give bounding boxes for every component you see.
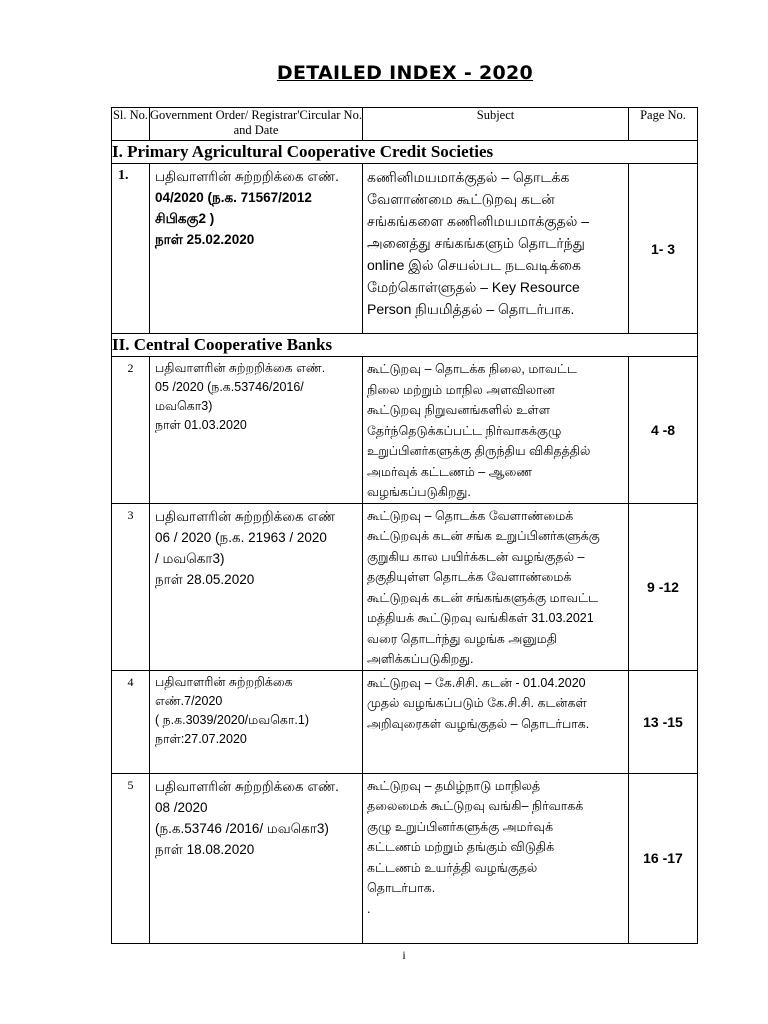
subject-line: கட்டணம் உயர்த்தி வழங்குதல்	[367, 860, 538, 875]
subject-line: online இல் செயல்பட நடவடிக்கை	[367, 257, 581, 273]
table-row	[112, 164, 698, 334]
order-line: பதிவாளரின் சுற்றறிக்கை எண்	[155, 508, 336, 524]
subject-line: கூட்டுறவுக் கடன் சங்கங்களுக்கு மாவட்ட	[367, 590, 599, 605]
order-line: 05 /2020 (ந.க.53746/2016/	[155, 380, 304, 394]
subject-line: வழங்கப்படுகிறது.	[367, 485, 471, 499]
order-cell	[150, 773, 363, 943]
section-heading: II. Central Cooperative Banks	[112, 334, 698, 357]
section-heading: I. Primary Agricultural Cooperative Credit Societies	[112, 141, 698, 164]
order-line: பதிவாளரின் சுற்றறிக்கை எண்.	[155, 361, 326, 375]
page-number: 9 -12	[629, 503, 698, 670]
order-line: நாள் 25.02.2020	[155, 232, 255, 247]
order-cell	[150, 503, 363, 670]
order-line: 04/2020 (ந.க. 71567/2012	[155, 190, 312, 205]
section-heading-row	[112, 141, 698, 164]
subject-line: அறிவுரைகள் வழங்குதல் – தொடர்பாக.	[367, 716, 590, 731]
table-row	[112, 357, 698, 504]
subject-line: நிலை மற்றும் மாநில அளவிலான	[367, 382, 555, 397]
subject-line: முதல் வழங்கப்படும் கே.சி.சி. கடன்கள்	[367, 696, 587, 710]
subject-line: Person நியமித்தல் – தொடர்பாக.	[367, 301, 575, 317]
order-cell	[150, 164, 363, 334]
header-page-no: Page No.	[629, 108, 698, 141]
subject-line: மேற்கொள்ளுதல் – Key Resource	[367, 279, 580, 295]
subject-line: கூட்டுறவு – கே.சிசி. கடன் - 01.04.2020	[367, 675, 586, 690]
page-number: 13 -15	[629, 670, 698, 773]
page-number: 4 -8	[629, 357, 698, 504]
section-heading-row	[112, 334, 698, 357]
serial-number: 5	[112, 773, 150, 943]
order-line: பதிவாளரின் சுற்றறிக்கை எண்.	[155, 778, 339, 794]
subject-cell	[363, 503, 629, 670]
subject-line: தகுதியுள்ள தொடக்க வேளாண்மைக்	[367, 570, 572, 584]
order-line: நாள் 01.03.2020	[155, 418, 247, 432]
order-line: நாள்:27.07.2020	[155, 731, 247, 746]
subject-line: கூட்டுறவுக் கடன் சங்க உறுப்பினர்களுக்கு	[367, 529, 600, 543]
serial-number: 4	[112, 670, 150, 773]
subject-line: குழு உறுப்பினர்களுக்கு அமர்வுக்	[367, 819, 554, 834]
subject-line: கணினிமயமாக்குதல் – தொடக்க	[367, 169, 570, 185]
table-row	[112, 773, 698, 943]
subject-line: அளிக்கப்படுகிறது.	[367, 652, 474, 666]
header-sl-no: Sl. No.	[112, 108, 150, 141]
page-footer-number: i	[402, 948, 406, 962]
table-row	[112, 503, 698, 670]
index-table	[111, 107, 698, 944]
order-cell	[150, 670, 363, 773]
page-number: 16 -17	[629, 773, 698, 943]
subject-line: கூட்டுறவு – தமிழ்நாடு மாநிலத்	[367, 778, 541, 793]
order-line: நாள் 28.05.2020	[155, 571, 255, 587]
order-line: 08 /2020	[155, 799, 208, 815]
order-line: மவகொ3)	[155, 399, 213, 413]
order-line: ( ந.க.3039/2020/மவகொ.1)	[155, 712, 310, 727]
order-line: எண்.7/2020	[155, 693, 223, 708]
subject-line: கட்டணம் மற்றும் தங்கும் விடுதிக்	[367, 840, 555, 854]
order-cell	[150, 357, 363, 504]
subject-line: கூட்டுறவு நிறுவனங்களில் உள்ள	[367, 403, 550, 417]
table-row	[112, 670, 698, 773]
subject-cell	[363, 357, 629, 504]
subject-line: தேர்ந்தெடுக்கப்பட்ட நிர்வாகக்குழு	[367, 423, 562, 438]
subject-line: தொடர்பாக.	[367, 881, 436, 895]
subject-line: அமர்வுக் கட்டணம் – ஆணை	[367, 464, 533, 479]
subject-line: தலைமைக் கூட்டுறவு வங்கி– நிர்வாகக்	[367, 799, 584, 813]
subject-line: வேளாண்மை கூட்டுறவு கடன்	[367, 191, 555, 207]
order-line: / மவகொ3)	[155, 550, 225, 566]
subject-line: மத்தியக் கூட்டுறவு வங்கிகள் 31.03.2021	[367, 611, 594, 625]
serial-number: 2	[112, 357, 150, 504]
subject-line: வரை தொடர்ந்து வழங்க அனுமதி	[367, 631, 558, 646]
serial-number: 1.	[112, 164, 150, 334]
subject-cell	[363, 164, 629, 334]
serial-number: 3	[112, 503, 150, 670]
subject-line: சங்கங்களை கணினிமயமாக்குதல் –	[367, 213, 590, 229]
subject-line: .	[367, 901, 371, 916]
header-subject: Subject	[363, 108, 629, 141]
subject-line: குறுகிய கால பயிர்க்கடன் வழங்குதல் –	[367, 549, 585, 564]
subject-line: உறுப்பினர்களுக்கு திருந்திய விகிதத்தில்	[367, 444, 591, 458]
subject-line: கூட்டுறவு – தொடக்க நிலை, மாவட்ட	[367, 362, 577, 376]
page-number: 1- 3	[629, 164, 698, 334]
order-line: பதிவாளரின் சுற்றறிக்கை	[155, 674, 293, 689]
order-line: (ந.க.53746 /2016/ மவகொ3)	[155, 820, 329, 836]
subject-cell	[363, 773, 629, 943]
subject-line: அனைத்து சங்கங்களும் தொடர்ந்து	[367, 235, 585, 251]
table-header-row	[112, 108, 698, 141]
order-line: பதிவாளரின் சுற்றறிக்கை எண்.	[155, 169, 339, 184]
subject-line: கூட்டுறவு – தொடக்க வேளாண்மைக்	[367, 508, 574, 523]
page-title: DETAILED INDEX - 2020	[276, 62, 534, 84]
order-line: நாள் 18.08.2020	[155, 841, 255, 857]
header-order: Government Order/ Registrar'Circular No. and Date	[150, 108, 363, 141]
order-line: சிபிககு2 )	[155, 211, 215, 226]
order-line: 06 / 2020 (ந.க. 21963 / 2020	[155, 529, 327, 545]
subject-cell	[363, 670, 629, 773]
